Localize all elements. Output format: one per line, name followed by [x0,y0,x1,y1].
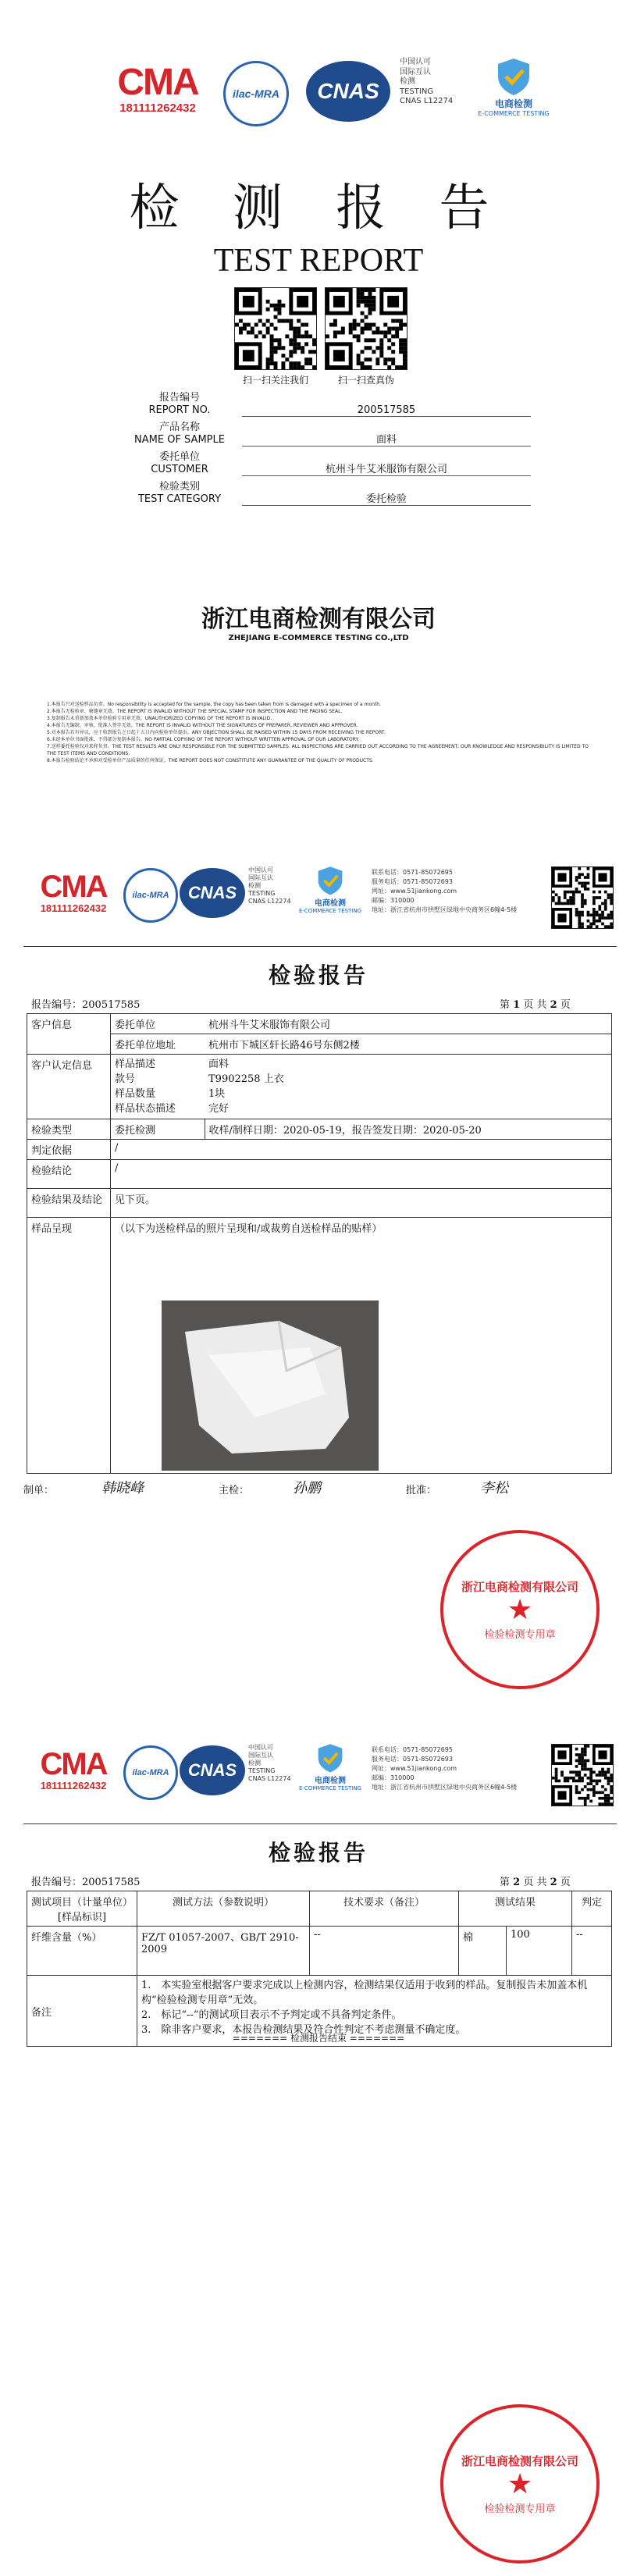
ec-testing-logo [295,1742,365,1791]
table-row [27,1927,612,1976]
page-label: 第 [500,1877,511,1888]
row-label: 检验类型 [27,1119,111,1140]
signature-row [23,1474,617,1505]
header-divider [23,1823,617,1824]
cnas-line: 检测 [248,1759,261,1767]
header-divider [23,946,617,947]
cell-fiber: 棉 [459,1927,507,1976]
page-label: 第 [500,999,511,1011]
stamp-star-icon: ★ [507,1594,533,1626]
cell-value: 收样/制样日期：2020-05-19，报告签发日期：2020-05-20 [205,1119,612,1140]
cell-label: 样品数量 [115,1088,156,1100]
page-label: 页 共 [523,1877,547,1888]
cell-result: 100 [507,1927,572,1976]
official-stamp [440,1530,600,1689]
cma-number: 181111262432 [119,101,196,115]
cnas-line: 中国认可 [400,58,431,66]
report-end-marker: ======= 检测报告结束 ======= [232,2033,405,2044]
contact-tel: 联系电话：0571-85072695 [372,1746,453,1753]
row-label: 检验结论 [27,1160,111,1189]
fine-print-line: 1.本报告只对送检样品负责。No responsibility is accepted for the sample, the copy has been taken from is damaged with a specimen of a month. [47,702,382,707]
fine-print-line: 5.对本报告若有异议，应于收到报告之日起十五日内向检验单位提出。ANY OBJECTION SHALL BE RAISED WITHIN 15 DAYS FROM RECEIVING THE REPORT. [47,730,386,735]
cover-title-cn: 检 测 报 告 [129,180,508,237]
photo-note: （以下为送检样品的照片呈现和/或裁剪自送检样品的贴样） [115,1223,383,1235]
field-label-cn: 产品名称 [158,422,200,433]
cell-label: 样品状态描述 [115,1103,176,1115]
page1-header [23,865,617,943]
ilac-mra-logo [123,868,178,923]
cell-value: 委托检测 [111,1119,205,1140]
fine-print-line: 3.复制报告未重新加盖本单位检验专用章无效。UNAUTHORIZED COPYING OF THE REPORT IS INVALID. [47,716,272,721]
cnas-line: 检测 [248,882,261,889]
field-label-en: NAME OF SAMPLE [134,434,225,446]
cell-item: 纤维含量（%） [27,1927,137,1976]
qr-icon [552,867,613,928]
field-report-no [125,387,531,417]
cell-requirement: -- [310,1927,459,1976]
table-row [27,1218,612,1474]
field-test-category [125,476,531,506]
cnas-text: CNAS [187,1760,237,1780]
page-number: 2 [513,1877,521,1888]
cnas-info [248,1744,291,1783]
cnas-logo [180,1745,245,1795]
cnas-line: 国际互认 [248,874,273,881]
page-label: 页 共 [523,999,547,1011]
cover-fields [125,387,531,506]
page2-header [23,1742,617,1820]
photo-cell [111,1218,612,1474]
sign-label: 批准： [406,1485,437,1496]
shield-check-icon [315,1742,346,1774]
cnas-logo [306,61,390,122]
cnas-info [400,58,453,107]
ilac-mra-logo [123,1745,178,1800]
page2-table [27,1891,612,2047]
cnas-line: 中国认可 [248,1744,273,1751]
cell-value: / [111,1160,612,1189]
column-header: 测试方法（参数说明） [137,1891,310,1927]
field-customer [125,447,531,476]
row-label: 判定依据 [27,1140,111,1160]
fine-print-line: 2.本报告无检验章、骑缝章无效。THE REPORT IS INVALID WITHOUT THE SPECIAL STAMP FOR INSPECTION AND THE PAGING SEAL. [47,709,343,714]
cnas-line: 国际互认 [248,1752,273,1759]
cell-label-group [111,1055,205,1119]
page2-title: 检验报告 [268,1840,368,1866]
cell-value: 面料 [208,1059,230,1070]
cma-mark: CMA [40,1747,107,1781]
page2-page-indicator [500,1873,571,1888]
qr-icon [235,288,316,369]
page-label: 页 [560,1877,571,1888]
qr-icon [552,1745,613,1806]
cell-label: 委托单位地址 [111,1034,205,1055]
cnas-line: TESTING [248,890,276,897]
sign-label: 主检： [219,1485,250,1496]
qr-code-follow[interactable] [234,287,317,370]
contact-web: 网址：www.51jiankong.com [372,1765,457,1772]
fine-print [47,701,593,764]
cma-mark: CMA [117,62,198,103]
cnas-text: CNAS [317,79,379,103]
fine-print-line: 8.本报告检验结论不承担对受检单位产品质量的任何保证。THE REPORT DOES NOT CONSTITUTE ANY GUARANTEE OF THE QUALITY OF PRODUCTS. [47,758,374,763]
cell-label: 款号 [115,1073,136,1085]
cell-label: 样品描述 [115,1059,156,1070]
field-value: 面料 [242,431,531,447]
remark-line: 3. 除非客户要求，本报告检测结果及符合性判定不考虑测量不确定度。 [141,2024,466,2036]
qr-code-verify[interactable] [325,287,407,370]
contact-service: 服务电话：0571-85072693 [372,878,453,885]
cell-value: T9902258 上衣 [208,1073,284,1085]
page-number: 1 [513,999,521,1011]
page1-report-no: 报告编号：200517585 [31,999,141,1011]
contact-address: 地址：浙江省杭州市拱墅区绿地中央商务区6幢4-5楼 [372,1784,518,1791]
table-row [27,1119,612,1140]
cnas-line: 检测 [400,77,415,86]
row-label: 样品呈现 [27,1218,111,1474]
cma-number: 181111262432 [40,1780,107,1791]
shield-check-icon [315,865,346,896]
table-row [27,1034,612,1055]
stamp-subtext: 检验检测专用章 [484,1629,556,1641]
fine-print-line: 7.送样委托检验仅对来样负责。THE TEST RESULTS ARE ONLY RESPONSIBLE FOR THE SUBMITTED SAMPLES. ALL INSPECTIONS ARE CARRIED OUT ACCORDING TO THE AGREEMENT; OUR KNOWLEDGE AND RESPONSIBILITY IS LIMITED TO THE TEST ITEMS AND CONDITIONS. [47,744,589,756]
cnas-info [248,866,291,906]
ilac-text: ilac-MRA [132,891,169,900]
contact-web: 网址：www.51jiankong.com [372,888,457,895]
cma-logo [108,64,208,115]
table-row [27,1055,612,1119]
cell-value-group [205,1055,612,1119]
cnas-line: TESTING [400,87,434,96]
fine-print-line: 6.未经本单位书面批准，不得部分复制本报告。NO PARTIAL COPYING OF THE REPORT WITHOUT WRITTEN APPROVAL OF OUR LABORATORY. [47,737,359,742]
ec-cn: 电商检测 [315,899,346,908]
signature: 孙鹏 [293,1480,321,1496]
contact-postcode: 邮编：310000 [372,897,415,904]
company-name-cn: 浙江电商检测有限公司 [201,606,436,633]
signature: 李松 [480,1480,508,1496]
page1-page-indicator [500,996,571,1011]
official-stamp [440,2404,600,2564]
field-value: 200517585 [242,404,531,417]
column-header: 技术要求（备注） [310,1891,459,1927]
ec-cn: 电商检测 [494,98,532,109]
fabric-sample-image [162,1300,379,1471]
column-header: 测试结果 [459,1891,572,1927]
remark-line: 1. 本实验室根据客户要求完成以上检测内容，检测结果仅适用于收到的样品。复制报告未加盖本机构“检验检测专用章”无效。 [141,1980,588,2006]
signature: 韩晓峰 [101,1480,144,1496]
table-row [27,1160,612,1189]
page-label: 页 [560,999,571,1011]
table-row [27,1140,612,1160]
contact-info [372,868,543,915]
contact-postcode: 邮编：310000 [372,1774,415,1781]
page1-title: 检验报告 [268,962,368,988]
cell-value: 完好 [208,1103,230,1115]
cell-judgement: -- [572,1927,612,1976]
ec-testing-logo [295,865,365,914]
column-header: 判定 [572,1891,612,1927]
cnas-line: CNAS L12274 [400,97,454,105]
cma-logo [30,1749,117,1791]
ilac-mra-logo [223,61,289,126]
fine-print-line: 4.本报告无编制、审核、批准人签字无效。THE REPORT IS INVALID WITHOUT THE SIGNATURES OF PREPARER, REVIEWER AND APPROVER. [47,723,358,728]
qr-icon [326,288,407,369]
ilac-text: ilac-MRA [233,87,279,100]
page1-table [27,1013,612,1474]
row-label: 客户信息 [27,1014,111,1055]
field-value: 杭州斗牛艾米服饰有限公司 [242,461,531,476]
cover-title-en: TEST REPORT [213,243,424,279]
table-row [27,1189,612,1218]
ec-testing-logo [467,56,560,117]
ec-en: E-COMMERCE TESTING [298,1785,362,1791]
field-sample-name [125,417,531,447]
contact-address: 地址：浙江省杭州市拱墅区绿地中央商务区6幢4-5楼 [372,906,518,913]
company-name-en: ZHEJIANG E-COMMERCE TESTING CO.,LTD [228,634,409,642]
ilac-text: ilac-MRA [132,1768,169,1777]
stamp-text: 浙江电商检测有限公司 [461,1580,578,1594]
cell-value: / [111,1140,612,1160]
ec-en: E-COMMERCE TESTING [478,110,550,117]
cell-value: 杭州斗牛艾米服饰有限公司 [205,1014,612,1034]
field-value: 委托检验 [242,490,531,506]
qr-code[interactable] [551,866,614,929]
cell-method: FZ/T 01057-2007、GB/T 2910-2009 [137,1927,310,1976]
stamp-star-icon: ★ [507,2468,533,2500]
cma-number: 181111262432 [40,902,107,914]
table-header-row [27,1891,612,1927]
stamp-text: 浙江电商检测有限公司 [461,2454,578,2468]
field-label-en: TEST CATEGORY [137,493,222,505]
qr-code[interactable] [551,1744,614,1806]
page2-report-no: 报告编号：200517585 [31,1877,141,1888]
contact-info [372,1745,543,1792]
column-header: 测试项目（计量单位）[样品标识] [27,1891,137,1927]
cell-value: 杭州市下城区轩长路46号东侧2楼 [205,1034,612,1055]
cnas-line: 中国认可 [248,866,273,873]
sign-label: 制单： [23,1485,55,1496]
cnas-line: CNAS L12274 [248,898,291,905]
field-label-en: CUSTOMER [151,464,208,475]
cnas-line: CNAS L12274 [248,1775,291,1782]
page-total: 2 [550,1877,557,1888]
shield-check-icon [493,56,534,97]
contact-service: 服务电话：0571-85072693 [372,1756,453,1763]
cnas-line: TESTING [248,1767,276,1774]
cma-logo [30,871,117,914]
field-label-cn: 检验类别 [158,481,200,493]
cell-label: 委托单位 [111,1014,205,1034]
row-label: 客户认定信息 [27,1055,111,1119]
cnas-logo [180,868,245,918]
ec-cn: 电商检测 [315,1777,346,1785]
stamp-subtext: 检验检测专用章 [484,2503,556,2515]
row-label: 检验结果及结论 [27,1189,111,1218]
ec-en: E-COMMERCE TESTING [298,908,362,914]
remarks-label: 备注 [27,1976,137,2047]
field-label-cn: 委托单位 [158,451,200,463]
remark-line: 2. 标记“--”的测试项目表示不予判定或不具备判定条件。 [141,2009,402,2021]
cell-value: 1块 [208,1088,226,1100]
field-label-en: REPORT NO. [148,404,211,416]
field-label-cn: 报告编号 [158,392,200,404]
sample-photo [162,1300,379,1471]
cma-mark: CMA [40,870,107,904]
qr1-caption: 扫一扫关注我们 [242,375,308,386]
cnas-text: CNAS [187,883,237,902]
cell-value: 见下页。 [111,1189,612,1218]
contact-tel: 联系电话：0571-85072695 [372,869,453,876]
qr2-caption: 扫一扫查真伪 [337,375,394,386]
page-total: 2 [550,999,557,1011]
cnas-line: 国际互认 [400,67,431,76]
table-row [27,1014,612,1034]
